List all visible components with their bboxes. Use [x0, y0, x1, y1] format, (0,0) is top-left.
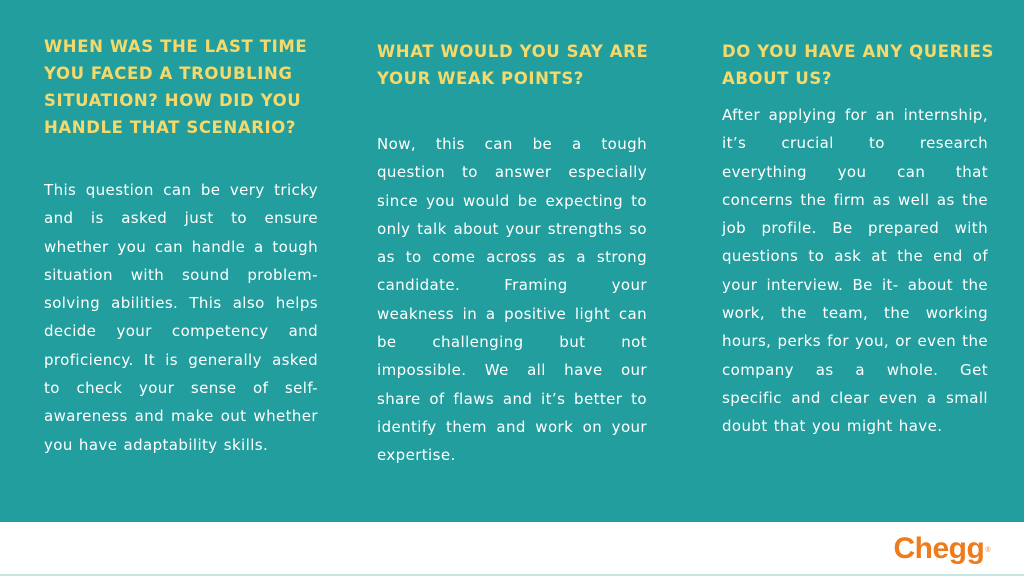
column-body-text: Now, this can be a tough question to answer especially since you would be expecting to only talk about your strengths so as to come across as a strong candidate. Framing your weakness in a positive light can be challenging but not impossible. We all have our share of flaws and it’s better to identify them and work on your expertise.: [377, 135, 647, 465]
column-heading: WHEN WAS THE LAST TIME YOU FACED A TROUBLING SITUATION? HOW DID YOU HANDLE THAT SCENARIO?: [44, 37, 308, 137]
column-body-text: This question can be very tricky and is asked just to ensure whether you can handle a tough situation with sound problem-solving abilities. This also helps decide your competency and proficiency. It is generally asked to check your sense of self-awareness and make out whether you have adaptability skills.: [44, 181, 318, 454]
column-body-text: After applying for an internship, it’s crucial to research everything you can that concerns the firm as well as the job profile. Be prepared with questions to ask at the end of your interview. Be it- about the work, the team, the working hours, perks for you, or even the company as a whole. Get specific and clear even a small doubt that you might have.: [722, 106, 988, 436]
chegg-logo: [894, 533, 991, 565]
logo-wordmark: Chegg: [893, 532, 985, 565]
registered-mark: ®: [985, 547, 990, 554]
column-heading: DO YOU HAVE ANY QUERIES ABOUT US?: [722, 42, 995, 88]
footer-bar: [0, 522, 1024, 576]
column-heading: WHAT WOULD YOU SAY ARE YOUR WEAK POINTS?: [377, 42, 649, 88]
